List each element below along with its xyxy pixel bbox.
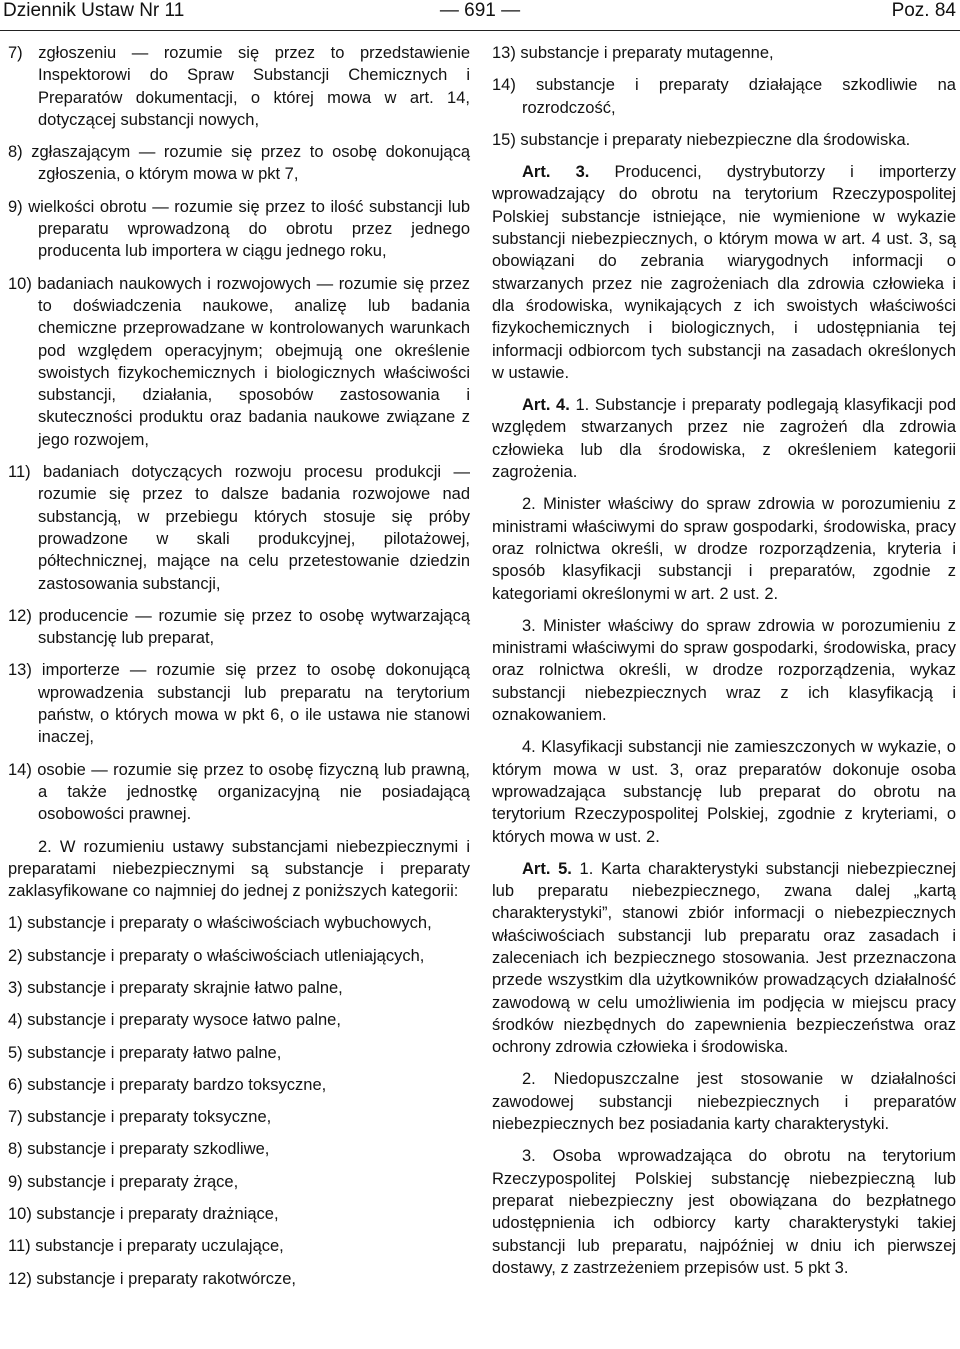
definition-7: 7) zgłoszeniu — rozumie się przez to przedstawienie Inspektorowi do Spraw Substancji Chemicznych i Preparatów dokumentacji, o której mowa w art. 14, dotyczącej substancji nowych,: [8, 44, 470, 129]
article-5-section-2: 2. Niedopuszczalne jest stosowanie w działalności zawodowej substancji niebezpiecznych i preparatów niebezpiecznych bez posiadania karty charakterystyki.: [492, 1070, 956, 1134]
category-14: 14) substancje i preparaty działające szkodliwie na rozrodczość,: [492, 76, 956, 117]
definition-13: 13) importerze — rozumie się przez to osobę dokonującą wprowadzenia substancji lub preparatu na terytorium państw, o których mowa w pkt 6, o ile ustawa nie stanowi inaczej,: [8, 661, 470, 747]
article-5-section-3: 3. Osoba wprowadzająca do obrotu na terytorium Rzeczypospolitej Polskiej substancję niebezpieczną lub preparat niebezpieczny jest obowiązana do bezpłatnego udostępnienia ich odbiorcy karty charakterystyki takiej substancji lub preparatu, najpóźniej w dniu ich pierwszej dostawy, z zastrzeżeniem przepisów ust. 5 pkt 3.: [492, 1147, 956, 1277]
article-4-section-3: 3. Minister właściwy do spraw zdrowia w porozumieniu z ministrami właściwymi do spraw gospodarki, środowiska, pracy oraz rolnictwa określi, w drodze rozporządzenia, wykaz substancji niebezpiecznych wraz z ich klasyfikacją i oznakowaniem.: [492, 616, 956, 725]
category-13: 13) substancje i preparaty mutagenne,: [492, 44, 774, 62]
definition-9: 9) wielkości obrotu — rozumie się przez to ilość substancji lub preparatu wprowadzoną do obrotu przez jednego producenta lub importera w ciągu jednego roku,: [8, 197, 470, 261]
page-number: — 691 —: [439, 0, 521, 21]
category-5: 5) substancje i preparaty łatwo palne,: [8, 1043, 282, 1062]
article-5: [492, 858, 956, 1059]
left-column: [8, 42, 470, 1300]
category-8: 8) substancje i preparaty szkodliwe,: [8, 1140, 270, 1159]
definition-14: 14) osobie — rozumie się przez to osobę fizyczną lub prawną, a także jednostkę organizacyjną nie posiadającą osobowości prawnej.: [8, 760, 470, 824]
article-4-text: 1. Substancje i preparaty podlegają klasyfikacji pod względem stwarzanych przez nie zagrożeń dla zdrowia człowieka lub dla środowiska, z określeniem kategorii zagrożenia.: [492, 396, 957, 482]
article-4-section-2: 2. Minister właściwy do spraw zdrowia w porozumieniu z ministrami właściwymi do spraw gospodarki, środowiska, pracy oraz rolnictwa określi, w drodze rozporządzenia, kryteria i sposób klasyfikacji substancji i preparatów, zgodnie z kategoriami określonymi w art. 2 ust. 2.: [492, 495, 956, 603]
article-5-label: Art. 5.: [522, 859, 572, 878]
paragraph-2: 2. W rozumieniu ustawy substancjami niebezpiecznymi i preparatami niebezpiecznymi są substancje i preparaty zaklasyfikowane co najmniej do jednej z poniższych kategorii:: [8, 837, 470, 901]
article-3: [492, 161, 956, 384]
category-15: 15) substancje i preparaty niebezpieczne dla środowiska.: [492, 130, 911, 149]
article-4-section-4: 4. Klasyfikacji substancji nie zamieszczonych w wykazie, o którym mowa w ust. 3, oraz preparatów dokonuje osoba wprowadzająca substancję lub preparat do obrotu na terytorium Rzeczypospolitej Polskiej, zgodnie z kryteriami, o których mowa w ust. 2.: [492, 738, 956, 846]
article-5-text: 1. Karta charakterystyki substancji niebezpiecznej lub preparatu niebezpiecznego, zwana dalej „kartą charakterystyki”, stanowi zbiór informacji o niebezpiecznych właściwościach substancji lub preparatu oraz zasadach i zaleceniach ich bezpiecznego stosowania. Jest przeznaczona przede wszystkim dla użytkowników prowadzących działalność zawodową w celu umożliwienia im podjęcia w miejscu pracy środków niezbędnych do zapewnienia bezpieczeństwa oraz ochrony zdrowia człowieka i środowiska.: [492, 859, 956, 1057]
definition-12: 12) producencie — rozumie się przez to osobę wytwarzającą substancję lub preparat,: [8, 606, 470, 648]
category-2: 2) substancje i preparaty o właściwościach utleniających,: [8, 946, 425, 965]
category-12: 12) substancje i preparaty rakotwórcze,: [8, 1269, 296, 1288]
journal-title: Dziennik Ustaw Nr 11: [3, 0, 185, 21]
category-3: 3) substancje i preparaty skrajnie łatwo palne,: [8, 978, 343, 997]
category-4: 4) substancje i preparaty wysoce łatwo palne,: [8, 1011, 341, 1030]
article-4: [492, 394, 956, 483]
category-1: 1) substancje i preparaty o właściwościach wybuchowych,: [8, 914, 432, 933]
category-7: 7) substancje i preparaty toksyczne,: [8, 1108, 272, 1127]
definition-8: 8) zgłaszającym — rozumie się przez to osobę dokonującą zgłoszenia, o którym mowa w pkt 7,: [8, 143, 470, 184]
category-6: 6) substancje i preparaty bardzo toksyczne,: [8, 1075, 327, 1094]
article-4-label: Art. 4.: [522, 396, 570, 415]
right-column: [492, 42, 956, 1289]
article-3-label: Art. 3.: [522, 163, 590, 182]
article-3-text: Producenci, dystrybutorzy i importerzy wprowadzający do obrotu na terytorium Rzeczypospolitej Polskiej substancje istniejące, nie wymienione w wykazie substancji niebezpiecznych, o którym mowa w art. 4 ust. 3, są obowiązani do zebrania wiarygodnych informacji o stwarzanych przez nie zagrożeniach dla zdrowia człowieka i dla środowiska, wynikających z ich swoistych właściwości fizykochemicznych i biologicznych, i udostępniania tej informacji odbiorcom tych substancji na zasadach określonych w ustawie.: [492, 163, 956, 382]
definition-11: 11) badaniach dotyczących rozwoju procesu produkcji — rozumie się przez to dalsze badania rozwojowe nad substancją, w przebiegu których stosuje się próby prowadzone w skali produkcyjnej, pilotażowej, półtechnicznej, mające na celu przetestowanie dziedzin zastosowania substancji,: [8, 463, 470, 593]
category-10: 10) substancje i preparaty drażniące,: [8, 1205, 279, 1224]
category-11: 11) substancje i preparaty uczulające,: [8, 1237, 284, 1256]
category-9: 9) substancje i preparaty żrące,: [8, 1172, 239, 1191]
position-number: Poz. 84: [891, 0, 956, 21]
page-header: [0, 0, 960, 31]
definition-10: 10) badaniach naukowych i rozwojowych — rozumie się przez to doświadczenia naukowe, analizę lub badania chemiczne przeprowadzane w kontrolowanych warunkach pod względem operacyjnym; obejmują one określenie swoistych fizykochemicznych i biologicznych właściwości substancji, działania, sposobów zastosowania i skuteczności produktu oraz badania naukowe związane z jego rozwojem,: [8, 274, 470, 449]
